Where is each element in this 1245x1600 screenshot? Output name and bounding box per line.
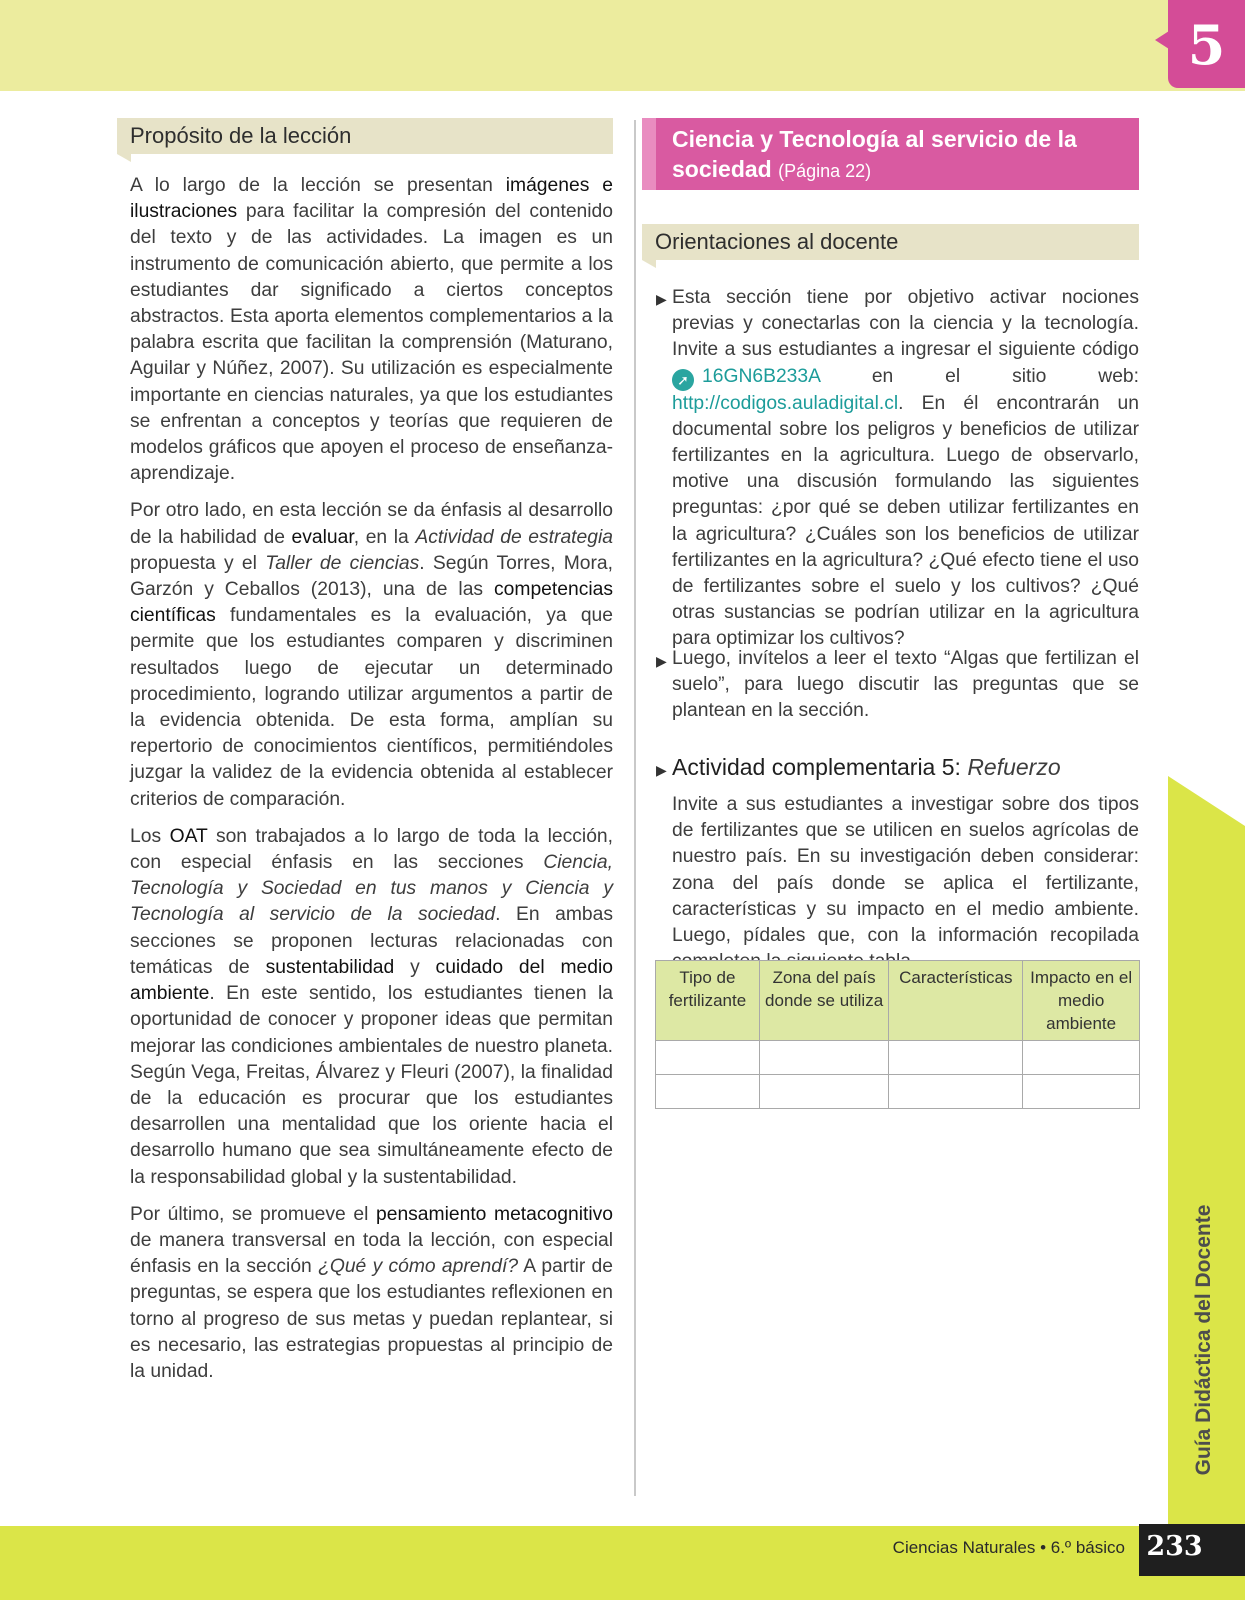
activity-text: Invite a sus estudiantes a investigar sobre dos tipos de fertilizantes que se utilicen en suelos agrícolas de nuestro país. En su investigación deben considerar: zona del país donde se aplica el fertilizante, características y su impacto en el medio ambiente. Luego, pídales que, con la información recopilada [672, 794, 1139, 947]
unit-tab-notch [1155, 31, 1169, 49]
heading-orientaciones-text: Orientaciones al docente [655, 229, 899, 254]
bullet-arrow-icon: ▶ [656, 291, 667, 307]
table-cell [1023, 1041, 1140, 1075]
heading-proposito [117, 118, 613, 154]
table-cell [656, 1041, 760, 1075]
activity-type: Refuerzo [967, 754, 1061, 780]
heading-orientaciones [642, 224, 1139, 260]
bullet-item: Luego, invítelos a leer el texto “Algas que fertilizan el suelo”, para luego discutir las preguntas que se plantean en la sección. [672, 648, 1139, 722]
paragraph-evaluate: Por otro lado, en esta lección se da énfasis al desarrollo de la habilidad de evaluar, en la Actividad de estrategia propuesta y el Taller de ciencias. Según Torres, Mora, Garzón y Ceballos (2013), una de las competencias científicas fundamentales es la evaluación, ya que permite que los estudiantes comparen y discriminen resultados luego de ejecutar un determinado procedimiento, logrando utilizar argumentos a partir de la evidencia obtenida. De esta forma, amplían su repertorio de conocimientos científicos, permitiéndoles juzgar la validez de la evidencia obtenida al establecer criterios de comparación. [130, 500, 613, 810]
section-title-strip [642, 118, 656, 190]
table-cell [759, 1041, 888, 1075]
table-cell [1023, 1075, 1140, 1109]
activity-title: Actividad complementaria 5: Refuerzo [672, 754, 1061, 780]
heading-corner [117, 154, 131, 162]
column-divider [634, 120, 636, 1496]
table-row [656, 1041, 1140, 1075]
table-cell [889, 1075, 1023, 1109]
side-title: Guía Didáctica del Docente [1192, 1204, 1215, 1476]
table-cell [656, 1075, 760, 1109]
paragraph-metacognitive: Por último, se promueve el pensamiento metacognitivo de manera transversal en toda la lección, con especial énfasis en la sección ¿Qué y cómo aprendí? A partir de preguntas, se espera que los estudiantes reflexionen en torno al progreso de sus metas y puedan replantear, si es necesario, las estrategias propuestas al principio de la unidad. [130, 1203, 614, 1382]
table-cell [889, 1041, 1023, 1075]
footer-subject: Ciencias Naturales • 6.º básico [892, 1538, 1125, 1557]
section-page-ref: (Página 22) [778, 161, 872, 181]
website-link[interactable]: http://codigos.auladigital.cl [672, 392, 899, 414]
bullet-arrow-icon: ▶ [656, 762, 667, 778]
access-code: 16GN6B233A [702, 365, 820, 387]
heading-proposito-text: Propósito de la lección [130, 123, 352, 148]
rocket-icon: ➚ [672, 369, 694, 391]
table-header: Características [889, 961, 1023, 1041]
table-row [656, 1075, 1140, 1109]
table-header-row [656, 961, 1140, 1041]
bullet-arrow-icon: ▶ [656, 653, 667, 669]
table-header: Zona del país donde se utiliza [759, 961, 888, 1041]
table-header: Impacto en el medio ambiente [1023, 961, 1140, 1041]
paragraph-images: A lo largo de la lección se presentan imágenes e ilustraciones para facilitar la compresión del contenido del texto y de las actividades. La imagen es un instrumento de comunicación abierto, que permite a los estudiantes dar significado a ciertos conceptos abstractos. Esta aporta elementos complementarios a la palabra escrita que facilitan la comprensión (Maturano, Aguilar y Núñez, 2007). Su utilización es especialmente importante en ciencias naturales, ya que los estudiantes se enfrentan a conceptos y teorías que requieren de modelos gráficos que apoyen el proceso de enseñanza-aprendizaje. [130, 175, 613, 485]
page-number: 233 [1146, 1531, 1203, 1562]
top-band [0, 0, 1245, 91]
table-header: Tipo de fertilizante [656, 961, 760, 1041]
side-band-tip [1168, 776, 1245, 826]
bullet-item: Esta sección tiene por objetivo activar nociones previas y conectarlas con la ciencia y la tecnología. Invite a sus estudiantes a ingresar el siguiente código ➚ 16GN6B233A en el sitio web: http://codigos.auladigital.cl. En él encontrarán un documental sobre los peligros y beneficios de utilizar fertilizantes en la agricultura. Luego de observarlo, motive una discusión formulando las siguientes preguntas: ¿por qué se deben utilizar fertilizantes en la agricultura? ¿Cuáles son los beneficios de utilizar fertilizantes en la agricultura? ¿Qué efecto tiene el uso de fertilizantes sobre el suelo y los cultivos? ¿Qué otras sustancias se podrían utilizar en la agricultura para optimizar los cultivos? [672, 287, 1139, 650]
fertilizer-table [655, 960, 1140, 1109]
section-title: Ciencia y Tecnología al servicio de la sociedad (Página 22) [672, 126, 1077, 182]
table-cell [759, 1075, 888, 1109]
left-column-text [130, 173, 613, 1396]
unit-number: 5 [1187, 13, 1226, 77]
heading-corner [642, 260, 656, 268]
paragraph-oat: Los OAT son trabajados a lo largo de toda la lección, con especial énfasis en las secciones Ciencia, Tecnología y Sociedad en tus manos y Ciencia y Tecnología al servicio de la sociedad. En ambas secciones se proponen lecturas relacionadas con temáticas de sustentabilidad y cuidado del medio ambiente. En este sentido, los estudiantes tienen la oportunidad de conocer y proponer ideas que permitan mejorar las condiciones ambientales de nuestro planeta. Según Vega, Freitas, Álvarez y Fleuri (2007), la finalidad de la educación es procurar que los estudiantes desarrollen una mentalidad que los oriente hacia el desarrollo humano que sea simultáneamente efecto de la responsabilidad global y la sustentabilidad. [130, 825, 613, 1188]
